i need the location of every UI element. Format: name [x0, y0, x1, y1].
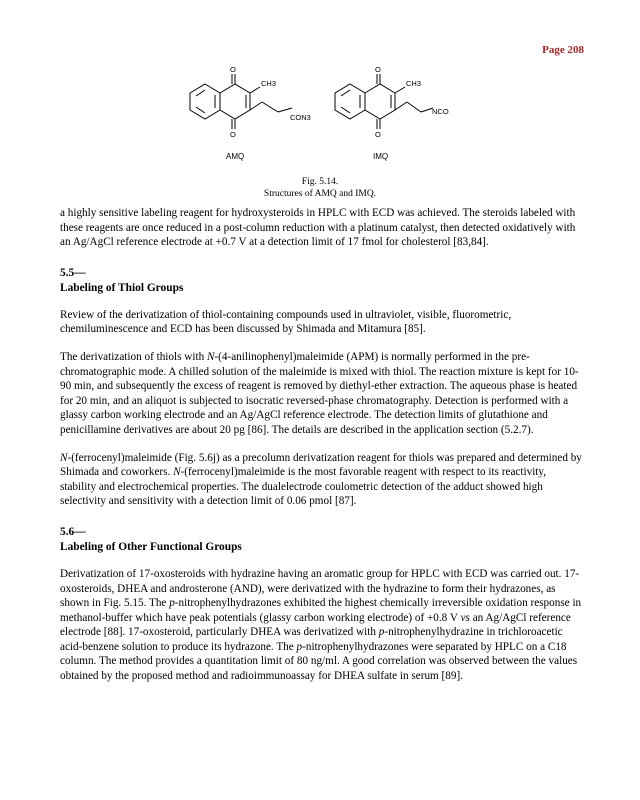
section-title: Labeling of Other Functional Groups: [60, 540, 242, 553]
imq-methyl: CH3: [406, 79, 422, 88]
paragraph-apm: The derivatization of thiols with N-(4-anilinophenyl)maleimide (APM) is normally performed in the pre-chromatographic mode. A chilled solution of the maleimide is mixed with thiol. The reaction mixture is kept for 10-90 min, and subsequently the excess of reagent is removed by diethyl-ether extraction. The aqueous phase is heated for 20 min, and an aliquot is subjected to isocratic reversed-phase chromatography. Detection is performed with a glassy carbon working electrode and an Ag/AgCl reference electrode. The detection limits of glutathione and penicillamine derivatives are about 20 pg [86]. The details are described in the application section (5.2.7).: [60, 350, 579, 436]
amq-label: AMQ: [226, 152, 245, 161]
figure-5-14: [0, 62, 640, 180]
chemical-structures-diagram: [0, 62, 640, 180]
imq-oxygen-top: O: [375, 65, 381, 74]
section-title: Labeling of Thiol Groups: [60, 281, 184, 294]
imq-label: IMQ: [373, 152, 389, 161]
section-heading-5-6: [60, 525, 584, 555]
caption-number: Fig. 5.14.: [301, 177, 339, 187]
amq-methyl: CH3: [261, 79, 277, 88]
imq-isocyanate-group: NCO: [432, 107, 449, 116]
paragraph-intro: a highly sensitive labeling reagent for hydroxysteroids in HPLC with ECD was achieved. The steroids labeled with these reagents are once reduced in a post-column reduction with a platinum catalyst, then detected oxidatively with an Ag/AgCl reference electrode at +0.7 V at a detection limit of 17 fmol for cholesterol [83,84].: [60, 207, 576, 249]
page-body: [60, 206, 584, 697]
paragraph-oxosteroids: Derivatization of 17-oxosteroids with hydrazine having an aromatic group for HPLC with ECD was carried out. 17-oxosteroids, DHEA and androsterone (AND), were derivatized with the hydrazine to form their hydrazones, as shown in Fig. 5.15. The p-nitrophenylhydrazones exhibited the highest chemically irreversible oxidation response in methanol-buffer which have peak potentials (glassy carbon working electrode) of +0.8 V vs an Ag/AgCl reference electrode [88]. 17-oxosteroid, particularly DHEA was derivatized with p-nitrophenylhydrazine in trichloroacetic acid-benzene solution to produce its hydrazone. The p-nitrophenylhydrazones were separated by HPLC on a C18 column. The method provides a quantitation limit of 80 ng/ml. A good correlation was observed between the values obtained by the proposed method and radioimmunoassay for DHEA sulfate in serum [89].: [60, 567, 582, 683]
figure-caption: [0, 176, 640, 200]
page-number: Page 208: [542, 44, 584, 56]
amq-azide-group: CON3: [290, 113, 311, 122]
section-number: 5.6—: [60, 525, 86, 538]
caption-text: Structures of AMQ and IMQ.: [263, 189, 377, 199]
section-number: 5.5—: [60, 266, 86, 279]
paragraph-ferrocenyl: N-(ferrocenyl)maleimide (Fig. 5.6j) as a precolumn derivatization reagent for thiols was prepared and determined by Shimada and coworkers. N-(ferrocenyl)maleimide is the most favorable reagent with respect to its reactivity, stability and electrochemical properties. The dualelectrode coulometric detection of the adduct showed high selectivity and sensitivity with a detection limit of 0.06 pmol [87].: [60, 451, 582, 508]
amq-oxygen-top: O: [230, 65, 236, 74]
section-heading-5-5: [60, 266, 584, 296]
imq-oxygen-bottom: O: [375, 130, 381, 139]
paragraph-review: Review of the derivatization of thiol-containing compounds used in ultraviolet, visible, fluorometric, chemiluminescence and ECD has been discussed by Shimada and Mitamura [85].: [60, 308, 512, 336]
amq-oxygen-bottom: O: [230, 130, 236, 139]
